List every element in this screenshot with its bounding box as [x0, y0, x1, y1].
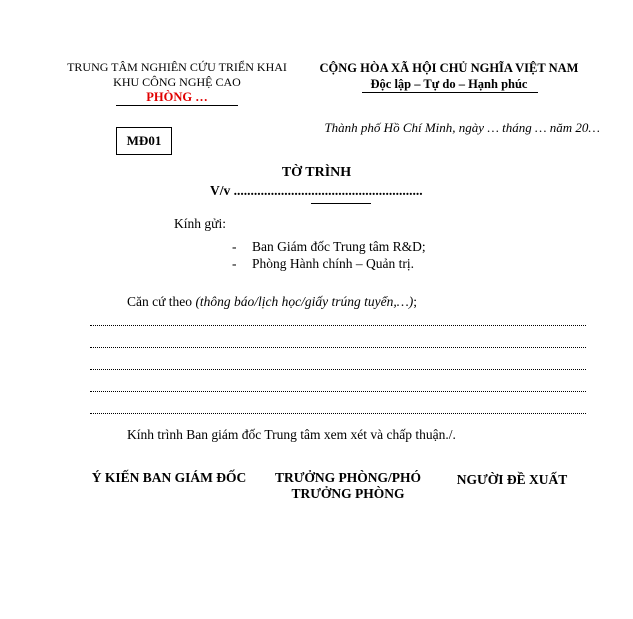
basis-hint: (thông báo/lịch học/giấy trúng tuyển,…) [195, 294, 414, 309]
signature-department-head [262, 470, 434, 502]
fill-in-line[interactable] [90, 347, 586, 348]
signature-director: Ý KIẾN BAN GIÁM ĐỐC [91, 470, 247, 485]
signature-proposer: NGƯỜI ĐỀ XUẤT [456, 472, 568, 487]
signature-head-line2: TRƯỞNG PHÒNG [291, 486, 405, 501]
signature-head-line1: TRƯỞNG PHÒNG/PHÓ [274, 470, 422, 485]
organization-header [62, 60, 292, 105]
subject-line: V/v ........................................................ [210, 183, 423, 198]
basis-line [127, 294, 417, 310]
department-name: PHÒNG … [146, 90, 208, 104]
basis-lead: Căn cứ theo [127, 294, 196, 309]
greeting: Kính gửi: [174, 216, 226, 231]
basis-tail: ; [413, 294, 418, 309]
fill-in-line[interactable] [90, 325, 586, 326]
nation-name: CỘNG HÒA XÃ HỘI CHỦ NGHĨA VIỆT NAM [319, 61, 579, 75]
place-date-line: Thành phố Hồ Chí Minh, ngày … tháng … năm 20… [324, 120, 600, 135]
document-title: TỜ TRÌNH [281, 165, 352, 180]
recipient-item: - Phòng Hành chính – Quản trị. [232, 255, 426, 272]
fill-in-line[interactable] [90, 369, 586, 370]
org-name-line2: KHU CÔNG NGHỆ CAO [113, 75, 241, 89]
national-header [318, 60, 580, 92]
fill-in-line[interactable] [90, 413, 586, 414]
nation-motto: Độc lập – Tự do – Hạnh phúc [370, 77, 528, 91]
org-underline [116, 105, 238, 106]
form-code-box: MĐ01 [116, 127, 172, 155]
org-name-line1: TRUNG TÂM NGHIÊN CỨU TRIỂN KHAI [67, 60, 287, 74]
recipient-list [232, 238, 426, 272]
subject-underline [311, 203, 371, 204]
motto-underline [362, 92, 538, 93]
recipient-item: - Ban Giám đốc Trung tâm R&D; [232, 238, 426, 255]
fill-in-line[interactable] [90, 391, 586, 392]
closing-statement: Kính trình Ban giám đốc Trung tâm xem xét và chấp thuận./. [127, 427, 456, 442]
